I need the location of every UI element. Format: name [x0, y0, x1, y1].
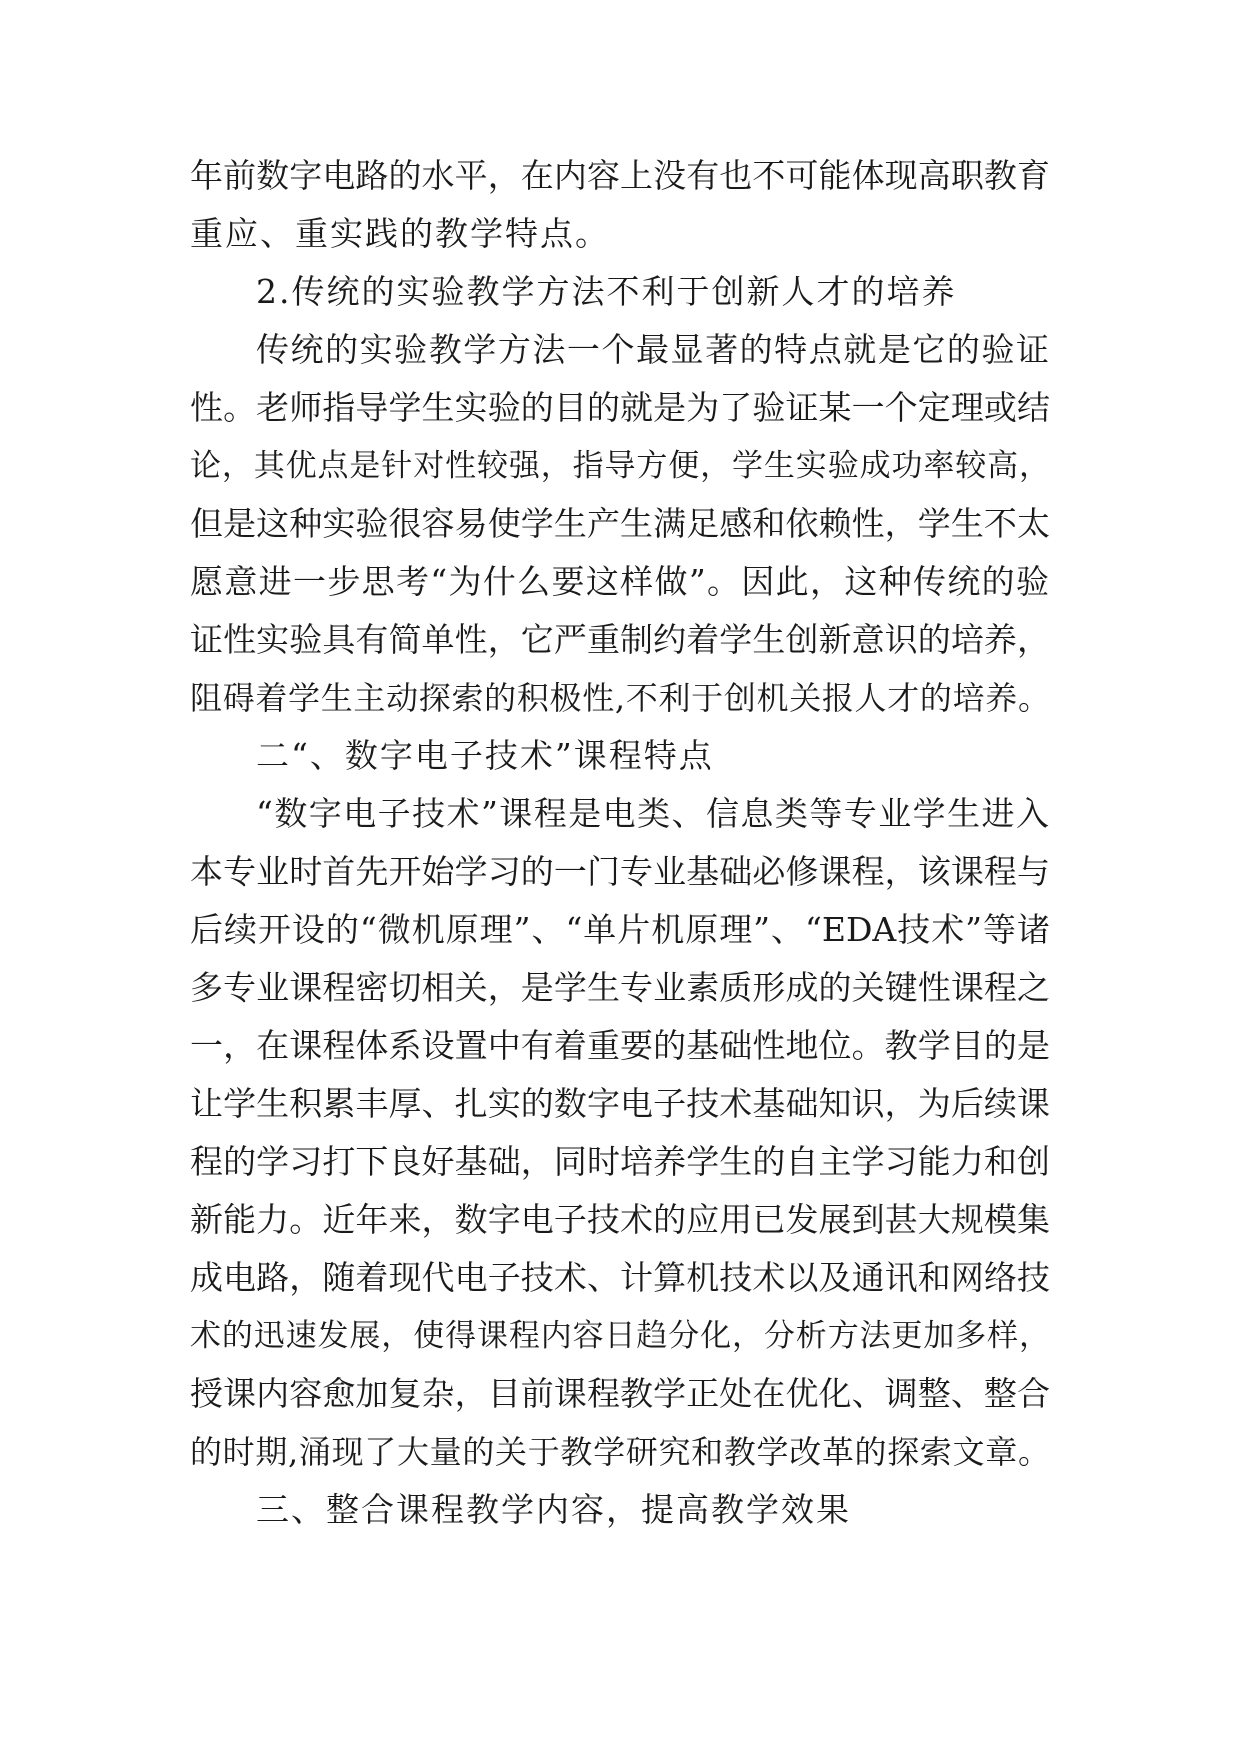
text-line: 多专业课程密切相关，是学生专业素质形成的关键性课程之	[190, 968, 1050, 1007]
section-heading: 2.传统的实验教学方法不利于创新人才的培养	[256, 272, 957, 311]
text-line: 后续开设的“微机原理”、“单片机原理”、“EDA技术”等诸	[190, 910, 1050, 949]
text-line: 本专业时首先开始学习的一门专业基础必修课程，该课程与	[190, 852, 1050, 891]
text-line: 术的迅速发展，使得课程内容日趋分化，分析方法更加多样，	[190, 1318, 1050, 1354]
text-line: 成电路，随着现代电子技术、计算机技术以及通讯和网络技	[190, 1258, 1050, 1297]
text-line: 新能力。近年来，数字电子技术的应用已发展到甚大规模集	[190, 1200, 1050, 1239]
text-line: 但是这种实验很容易使学生产生满足感和依赖性，学生不太	[190, 504, 1050, 543]
text-line: 阻碍着学生主动探索的积极性,不利于创机关报人才的培养。	[190, 679, 1050, 717]
text-line: 年前数字电路的水平，在内容上没有也不可能体现高职教育	[190, 156, 1050, 195]
text-line: 重应、重实践的教学特点。	[190, 214, 610, 253]
text-line: 证性实验具有简单性，它严重制约着学生创新意识的培养，	[190, 620, 1050, 659]
text-line: 让学生积累丰厚、扎实的数字电子技术基础知识，为后续课	[190, 1084, 1050, 1123]
text-line: 愿意进一步思考“为什么要这样做”。因此，这种传统的验	[190, 562, 1050, 601]
text-line: 性。老师指导学生实验的目的就是为了验证某一个定理或结	[190, 388, 1050, 427]
section-heading: 二“、数字电子技术”课程特点	[256, 736, 714, 775]
text-line: 程的学习打下良好基础，同时培养学生的自主学习能力和创	[190, 1142, 1050, 1181]
text-line: 的时期,涌现了大量的关于教学研究和教学改革的探索文章。	[190, 1433, 1050, 1471]
text-line: 传统的实验教学方法一个最显著的特点就是它的验证	[256, 330, 1050, 369]
text-line: “数字电子技术”课程是电类、信息类等专业学生进入	[256, 794, 1050, 833]
text-line: 一，在课程体系设置中有着重要的基础性地位。教学目的是	[190, 1026, 1050, 1065]
text-line: 论，其优点是针对性较强，指导方便，学生实验成功率较高，	[190, 448, 1050, 484]
section-heading: 三、整合课程教学内容，提高教学效果	[256, 1490, 851, 1529]
text-line: 授课内容愈加复杂，目前课程教学正处在优化、调整、整合	[190, 1374, 1050, 1413]
